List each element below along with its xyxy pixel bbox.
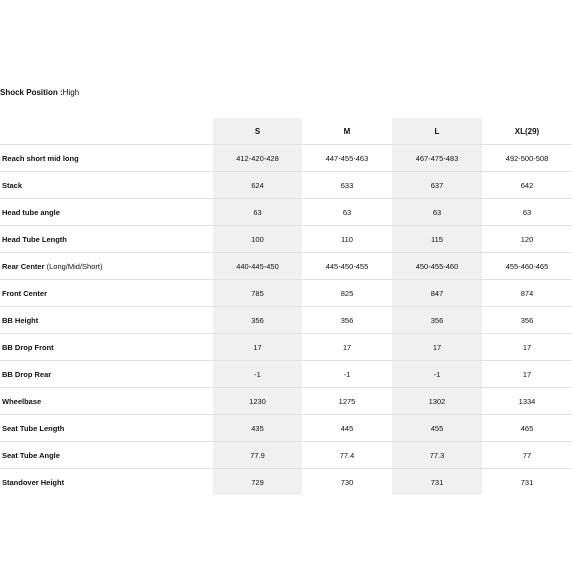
row-label [0,415,213,442]
cell-value: 63 [213,199,302,226]
header-spacer [0,118,213,145]
row-label [0,226,213,253]
table-row [0,172,572,199]
cell-value: 847 [392,280,482,307]
cell-value: 77.3 [392,442,482,469]
row-label [0,442,213,469]
row-label-text: BB Height [2,315,39,325]
row-label-text: Reach short mid long [2,153,79,163]
cell-value: -1 [302,361,392,388]
cell-value: 100 [213,226,302,253]
cell-value: 356 [302,307,392,334]
cell-value: 1230 [213,388,302,415]
table-row [0,442,572,469]
shock-position [0,87,79,98]
cell-value: 450-455-460 [392,253,482,280]
cell-value: 356 [213,307,302,334]
table-row [0,307,572,334]
cell-value: 624 [213,172,302,199]
table-row [0,280,572,307]
size-header-row [0,118,572,145]
size-header-l: L [392,118,482,145]
cell-value: 115 [392,226,482,253]
cell-value: 467-475-483 [392,145,482,172]
cell-value: 63 [392,199,482,226]
row-label [0,307,213,334]
row-label-text: Front Center [2,288,47,298]
row-label [0,172,213,199]
row-label [0,145,213,172]
row-label [0,469,213,496]
table-row [0,469,572,496]
shock-position-value: High [62,88,80,97]
geometry-table [0,118,572,495]
row-label-text: Head tube angle [2,207,60,217]
table-row [0,388,572,415]
size-header-s: S [213,118,302,145]
cell-value: 17 [213,334,302,361]
table-row [0,415,572,442]
cell-value: 17 [482,361,572,388]
cell-value: 825 [302,280,392,307]
cell-value: 1334 [482,388,572,415]
shock-position-label: Shock Position : [0,88,63,97]
cell-value: 874 [482,280,572,307]
cell-value: 63 [302,199,392,226]
table-row [0,253,572,280]
cell-value: 63 [482,199,572,226]
row-label [0,253,213,280]
cell-value: 729 [213,469,302,496]
cell-value: 77.4 [302,442,392,469]
cell-value: 356 [392,307,482,334]
cell-value: 435 [213,415,302,442]
cell-value: 447-455-463 [302,145,392,172]
cell-value: 730 [340,477,354,487]
cell-value: 1275 [302,388,392,415]
cell-value: 440-445-450 [213,253,302,280]
row-label-text: BB Drop Rear [2,369,52,379]
row-label-text: Standover Height [2,477,65,487]
row-label-note: (Long/Mid/Short) [44,261,103,271]
cell-value: 455-460-465 [482,253,572,280]
cell-value: 356 [482,307,572,334]
row-label-text: BB Drop Front [2,342,54,352]
cell-value: 637 [392,172,482,199]
cell-value: 455 [392,415,482,442]
row-label [0,280,213,307]
cell-value: 465 [482,415,572,442]
cell-value: 445-450-455 [302,253,392,280]
cell-value: 731 [520,477,534,487]
cell-value: 492-500-508 [482,145,572,172]
cell-value: 642 [482,172,572,199]
table-row [0,199,572,226]
row-label-text: Head Tube Length [2,234,67,244]
row-label-text: Seat Tube Angle [2,450,60,460]
cell-value: 77 [482,442,572,469]
cell-value: 731 [392,469,482,496]
row-label [0,361,213,388]
cell-value: 120 [482,226,572,253]
table-row [0,334,572,361]
geometry-table-body [0,145,572,496]
row-label-text: Rear Center [2,261,45,271]
row-label-text: Stack [2,180,23,190]
table-row [0,145,572,172]
cell-value: 17 [482,334,572,361]
cell-value: -1 [213,361,302,388]
row-label [0,334,213,361]
table-row [0,226,572,253]
cell-value: 785 [213,280,302,307]
row-label-text: Wheelbase [2,396,42,406]
cell-value: 1302 [392,388,482,415]
cell-value: 412-420-428 [213,145,302,172]
size-header-xl: XL(29) [482,118,572,145]
cell-value: 77.9 [213,442,302,469]
row-label [0,388,213,415]
cell-value: -1 [392,361,482,388]
cell-value: 633 [302,172,392,199]
cell-value: 17 [302,334,392,361]
cell-value: 445 [302,415,392,442]
size-header-m: M [302,118,392,145]
row-label [0,199,213,226]
row-label-text: Seat Tube Length [2,423,65,433]
table-row [0,361,572,388]
cell-value: 110 [302,226,392,253]
cell-value: 17 [392,334,482,361]
